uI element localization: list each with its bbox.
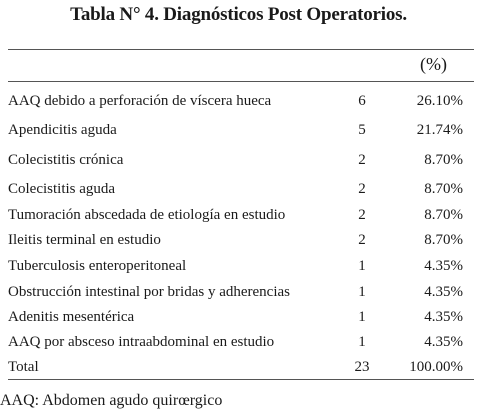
case-percent: 8.70% [424,152,463,168]
case-percent: 21.74% [416,122,463,138]
case-count: 1 [358,258,366,274]
diagnosis-label: Colecistitis aguda [8,181,116,197]
diagnosis-label: Obstrucción intestinal por bridas y adherencias [8,284,290,300]
top-rule [8,49,474,50]
table-title: Tabla N° 4. Diagnósticos Post Operatorios. [70,4,407,25]
diagnosis-label: Apendicitis aguda [8,122,117,138]
case-count: 6 [358,93,366,109]
diagnosis-label: AAQ debido a perforación de víscera hueca [8,93,272,109]
case-percent: 26.10% [416,93,463,109]
case-count: 2 [358,207,366,223]
diagnosis-label: AAQ por absceso intraabdominal en estudio [8,334,275,350]
case-count: 5 [358,122,366,138]
table-row [0,204,477,226]
diagnosis-label: Ileitis terminal en estudio [8,232,161,248]
case-percent: 4.35% [424,309,463,325]
case-count: 2 [358,232,366,248]
diagnosis-label: Tuberculosis enteroperitoneal [8,258,187,274]
case-percent: 4.35% [424,284,463,300]
table-row [0,255,477,277]
case-count: 1 [358,309,366,325]
table-row [0,281,477,303]
case-count: 1 [358,284,366,300]
diagnosis-label: Colecistitis crónica [8,152,124,168]
total-row [0,356,477,378]
case-count: 2 [358,152,366,168]
total-label: Total [8,359,39,375]
table-row [0,90,477,112]
case-count: 1 [358,334,366,350]
percent-column-header: (%) [420,54,447,74]
case-percent: 8.70% [424,207,463,223]
case-percent: 8.70% [424,232,463,248]
case-percent: 8.70% [424,181,463,197]
table-row [0,119,477,141]
table-row [0,306,477,328]
case-percent: 4.35% [424,258,463,274]
bottom-rule [8,379,474,380]
table-row [0,149,477,171]
case-count: 2 [358,181,366,197]
diagnosis-label: Tumoración abscedada de etiología en estudio [8,207,286,223]
total-percent: 100.00% [409,359,463,375]
header-rule [8,81,474,82]
diagnosis-label: Adenitis mesentérica [8,309,135,325]
case-percent: 4.35% [424,334,463,350]
footnote: AAQ: Abdomen agudo quirœrgico [0,392,223,409]
table-row [0,178,477,200]
total-count: 23 [354,359,370,375]
table-row [0,229,477,251]
table-row [0,331,477,353]
